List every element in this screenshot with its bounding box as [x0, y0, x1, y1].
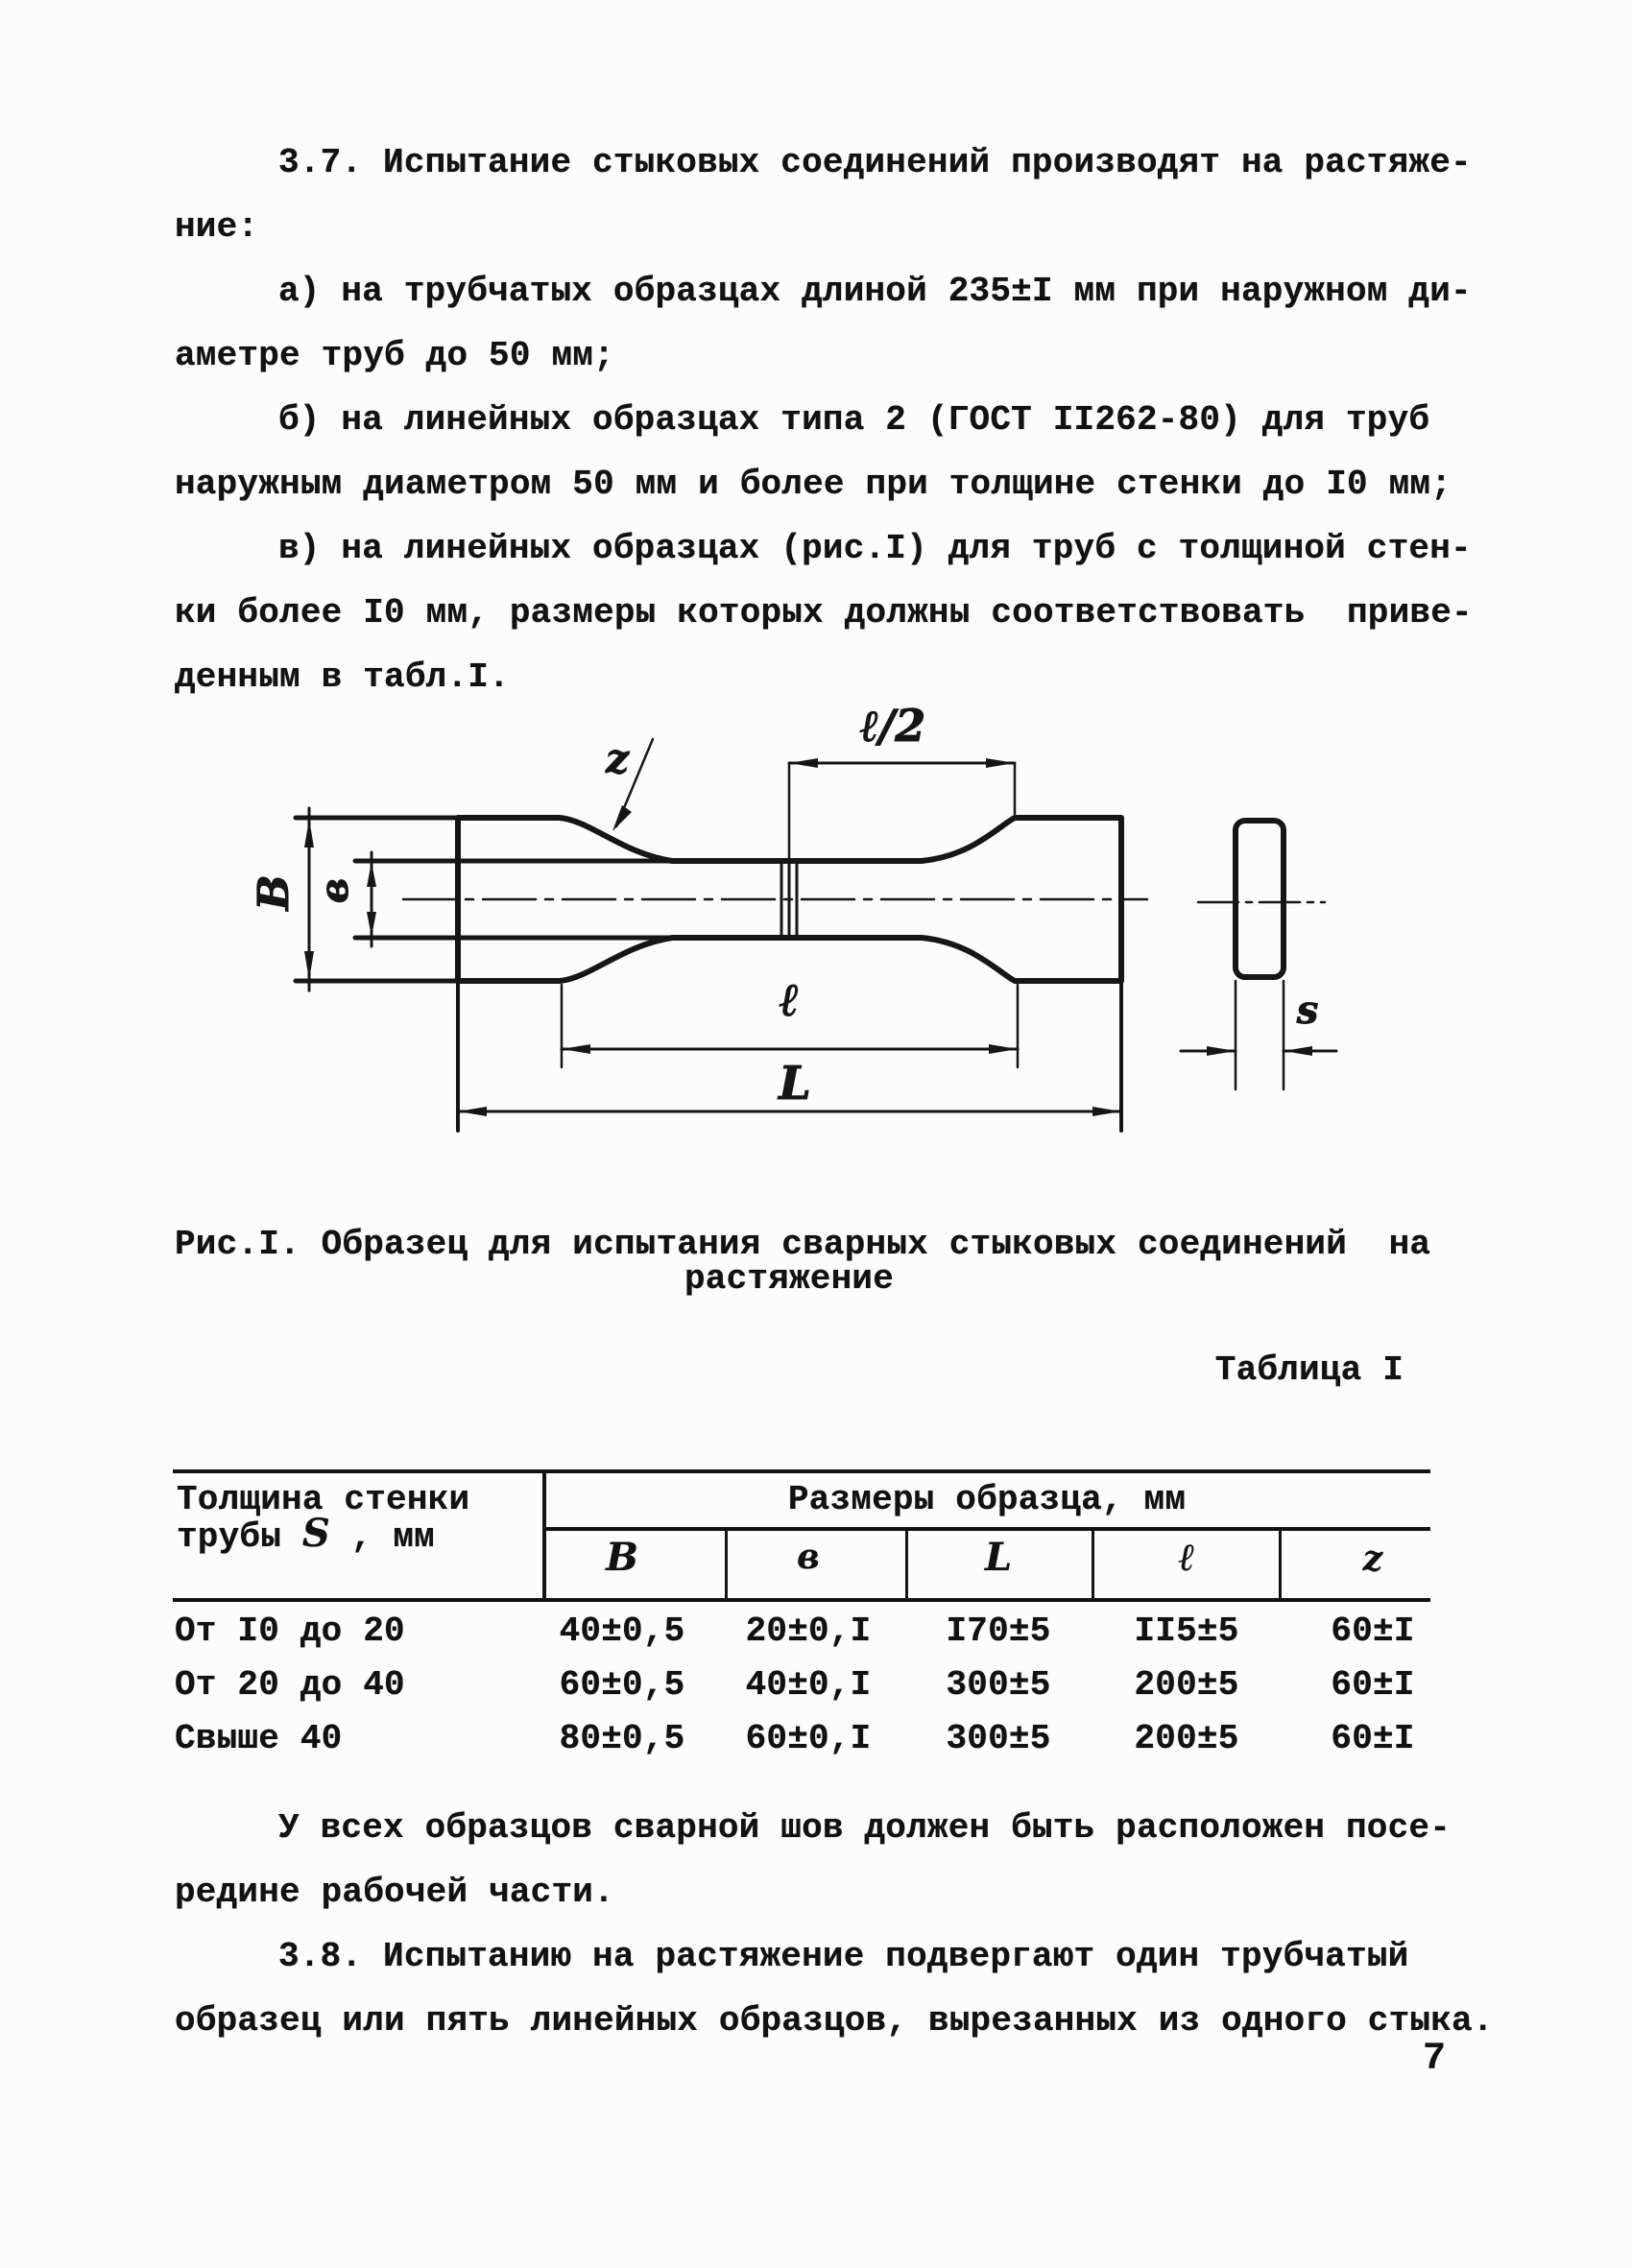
header-text: трубы — [177, 1517, 302, 1557]
arrowhead — [612, 805, 632, 831]
text-line: денным в табл.I. — [175, 657, 510, 697]
text-line: а) на трубчатых образцах длиной 235±I мм при наружном ди- — [278, 272, 1472, 311]
table-header-wall-thickness-2 — [177, 1513, 435, 1559]
row-label: Свыше 40 — [175, 1719, 343, 1758]
arrowhead — [562, 1044, 590, 1054]
table-subcolumn-separator — [905, 1531, 908, 1600]
row-label: От 20 до 40 — [175, 1665, 405, 1705]
cell-b: 20±0,I — [745, 1611, 872, 1651]
arrowhead — [304, 819, 314, 848]
dim-ext-half-l — [789, 763, 1015, 861]
radius-label: z — [606, 735, 629, 782]
table-subcolumn-separator — [1092, 1531, 1094, 1600]
text-line: образец или пять линейных образцов, вырезанных из одного стыка. — [175, 2001, 1494, 2041]
end-view-outline — [1236, 821, 1284, 977]
cell-B: 80±0,5 — [559, 1719, 685, 1758]
dim-label-b-small: в — [312, 877, 357, 904]
arrowhead — [989, 1044, 1018, 1054]
arrowhead — [1284, 1046, 1312, 1056]
arrowhead — [304, 951, 314, 980]
text-line: У всех образцов сварной шов должен быть расположен посе- — [278, 1808, 1451, 1848]
cell-z: 60±I — [1331, 1719, 1415, 1758]
cell-l: 200±5 — [1134, 1665, 1239, 1705]
dim-label-L: L — [779, 1057, 811, 1110]
table-subheader-l: ℓ — [1178, 1535, 1195, 1580]
cell-L: 300±5 — [946, 1719, 1051, 1758]
table-subheader-L: L — [984, 1535, 1013, 1580]
text-line: ние: — [175, 207, 259, 247]
cell-l: II5±5 — [1134, 1611, 1239, 1651]
arrowhead — [367, 912, 376, 937]
arrowhead — [458, 1107, 487, 1116]
cell-B: 40±0,5 — [559, 1611, 685, 1651]
row-label: От I0 до 20 — [175, 1611, 405, 1651]
dim-ext-s — [1236, 981, 1284, 1089]
cell-B: 60±0,5 — [559, 1665, 685, 1705]
arrowhead — [986, 758, 1015, 768]
specimen-drawing — [250, 691, 1363, 1152]
dim-label-l: ℓ — [779, 973, 800, 1027]
table-subheader-B: B — [606, 1535, 638, 1580]
table-rule-header-bottom — [173, 1598, 1430, 1602]
table-header-wall-thickness: Толщина стенки — [177, 1480, 470, 1519]
page-number: 7 — [1423, 2038, 1447, 2081]
text-line: аметре труб до 50 мм; — [175, 336, 614, 375]
text-line: в) на линейных образцах (рис.I) для труб с толщиной стен- — [278, 529, 1472, 568]
table-title: Таблица I — [1214, 1350, 1404, 1390]
cell-b: 40±0,I — [745, 1665, 872, 1705]
dim-label-s: s — [1296, 988, 1319, 1033]
table-subcolumn-separator — [725, 1531, 728, 1600]
table-subheader-z: z — [1362, 1539, 1383, 1579]
cell-z: 60±I — [1331, 1611, 1415, 1651]
dim-label-B: B — [250, 874, 299, 911]
table-subcolumn-separator — [1279, 1531, 1282, 1600]
table-subheader-b-small: в — [797, 1537, 820, 1577]
cell-l: 200±5 — [1134, 1719, 1239, 1758]
text-line: наружным диаметром 50 мм и более при толщине стенки до I0 мм; — [175, 465, 1452, 504]
cell-b: 60±0,I — [745, 1719, 872, 1758]
header-text: , мм — [329, 1517, 435, 1557]
cell-z: 60±I — [1331, 1665, 1415, 1705]
table-rule-top — [173, 1469, 1430, 1473]
text-line: б) на линейных образцах типа 2 (ГОСТ II262-80) для труб — [278, 400, 1430, 440]
caption-line: Рис.I. Образец для испытания сварных стыковых соединений на — [175, 1225, 1431, 1264]
arrowhead — [789, 758, 818, 768]
table-rule-mid — [544, 1527, 1430, 1531]
caption-line: растяжение — [684, 1259, 895, 1299]
text-line: 3.7. Испытание стыковых соединений производят на растяже- — [278, 143, 1472, 182]
text-line: редине рабочей части. — [175, 1873, 614, 1912]
table-header-specimen-dimensions: Размеры образца, мм — [787, 1480, 1187, 1519]
dim-label-half-l: ℓ/2 — [859, 700, 926, 752]
cell-L: 300±5 — [946, 1665, 1051, 1705]
arrowhead — [1207, 1046, 1236, 1056]
arrowhead — [367, 862, 376, 887]
text-line: 3.8. Испытанию на растяжение подвергают один трубчатый — [278, 1937, 1409, 1976]
arrowhead — [1092, 1107, 1121, 1116]
text-line: ки более I0 мм, размеры которых должны соответствовать приве- — [175, 593, 1473, 633]
cell-L: I70±5 — [946, 1611, 1051, 1651]
s-symbol: S — [301, 1511, 330, 1556]
